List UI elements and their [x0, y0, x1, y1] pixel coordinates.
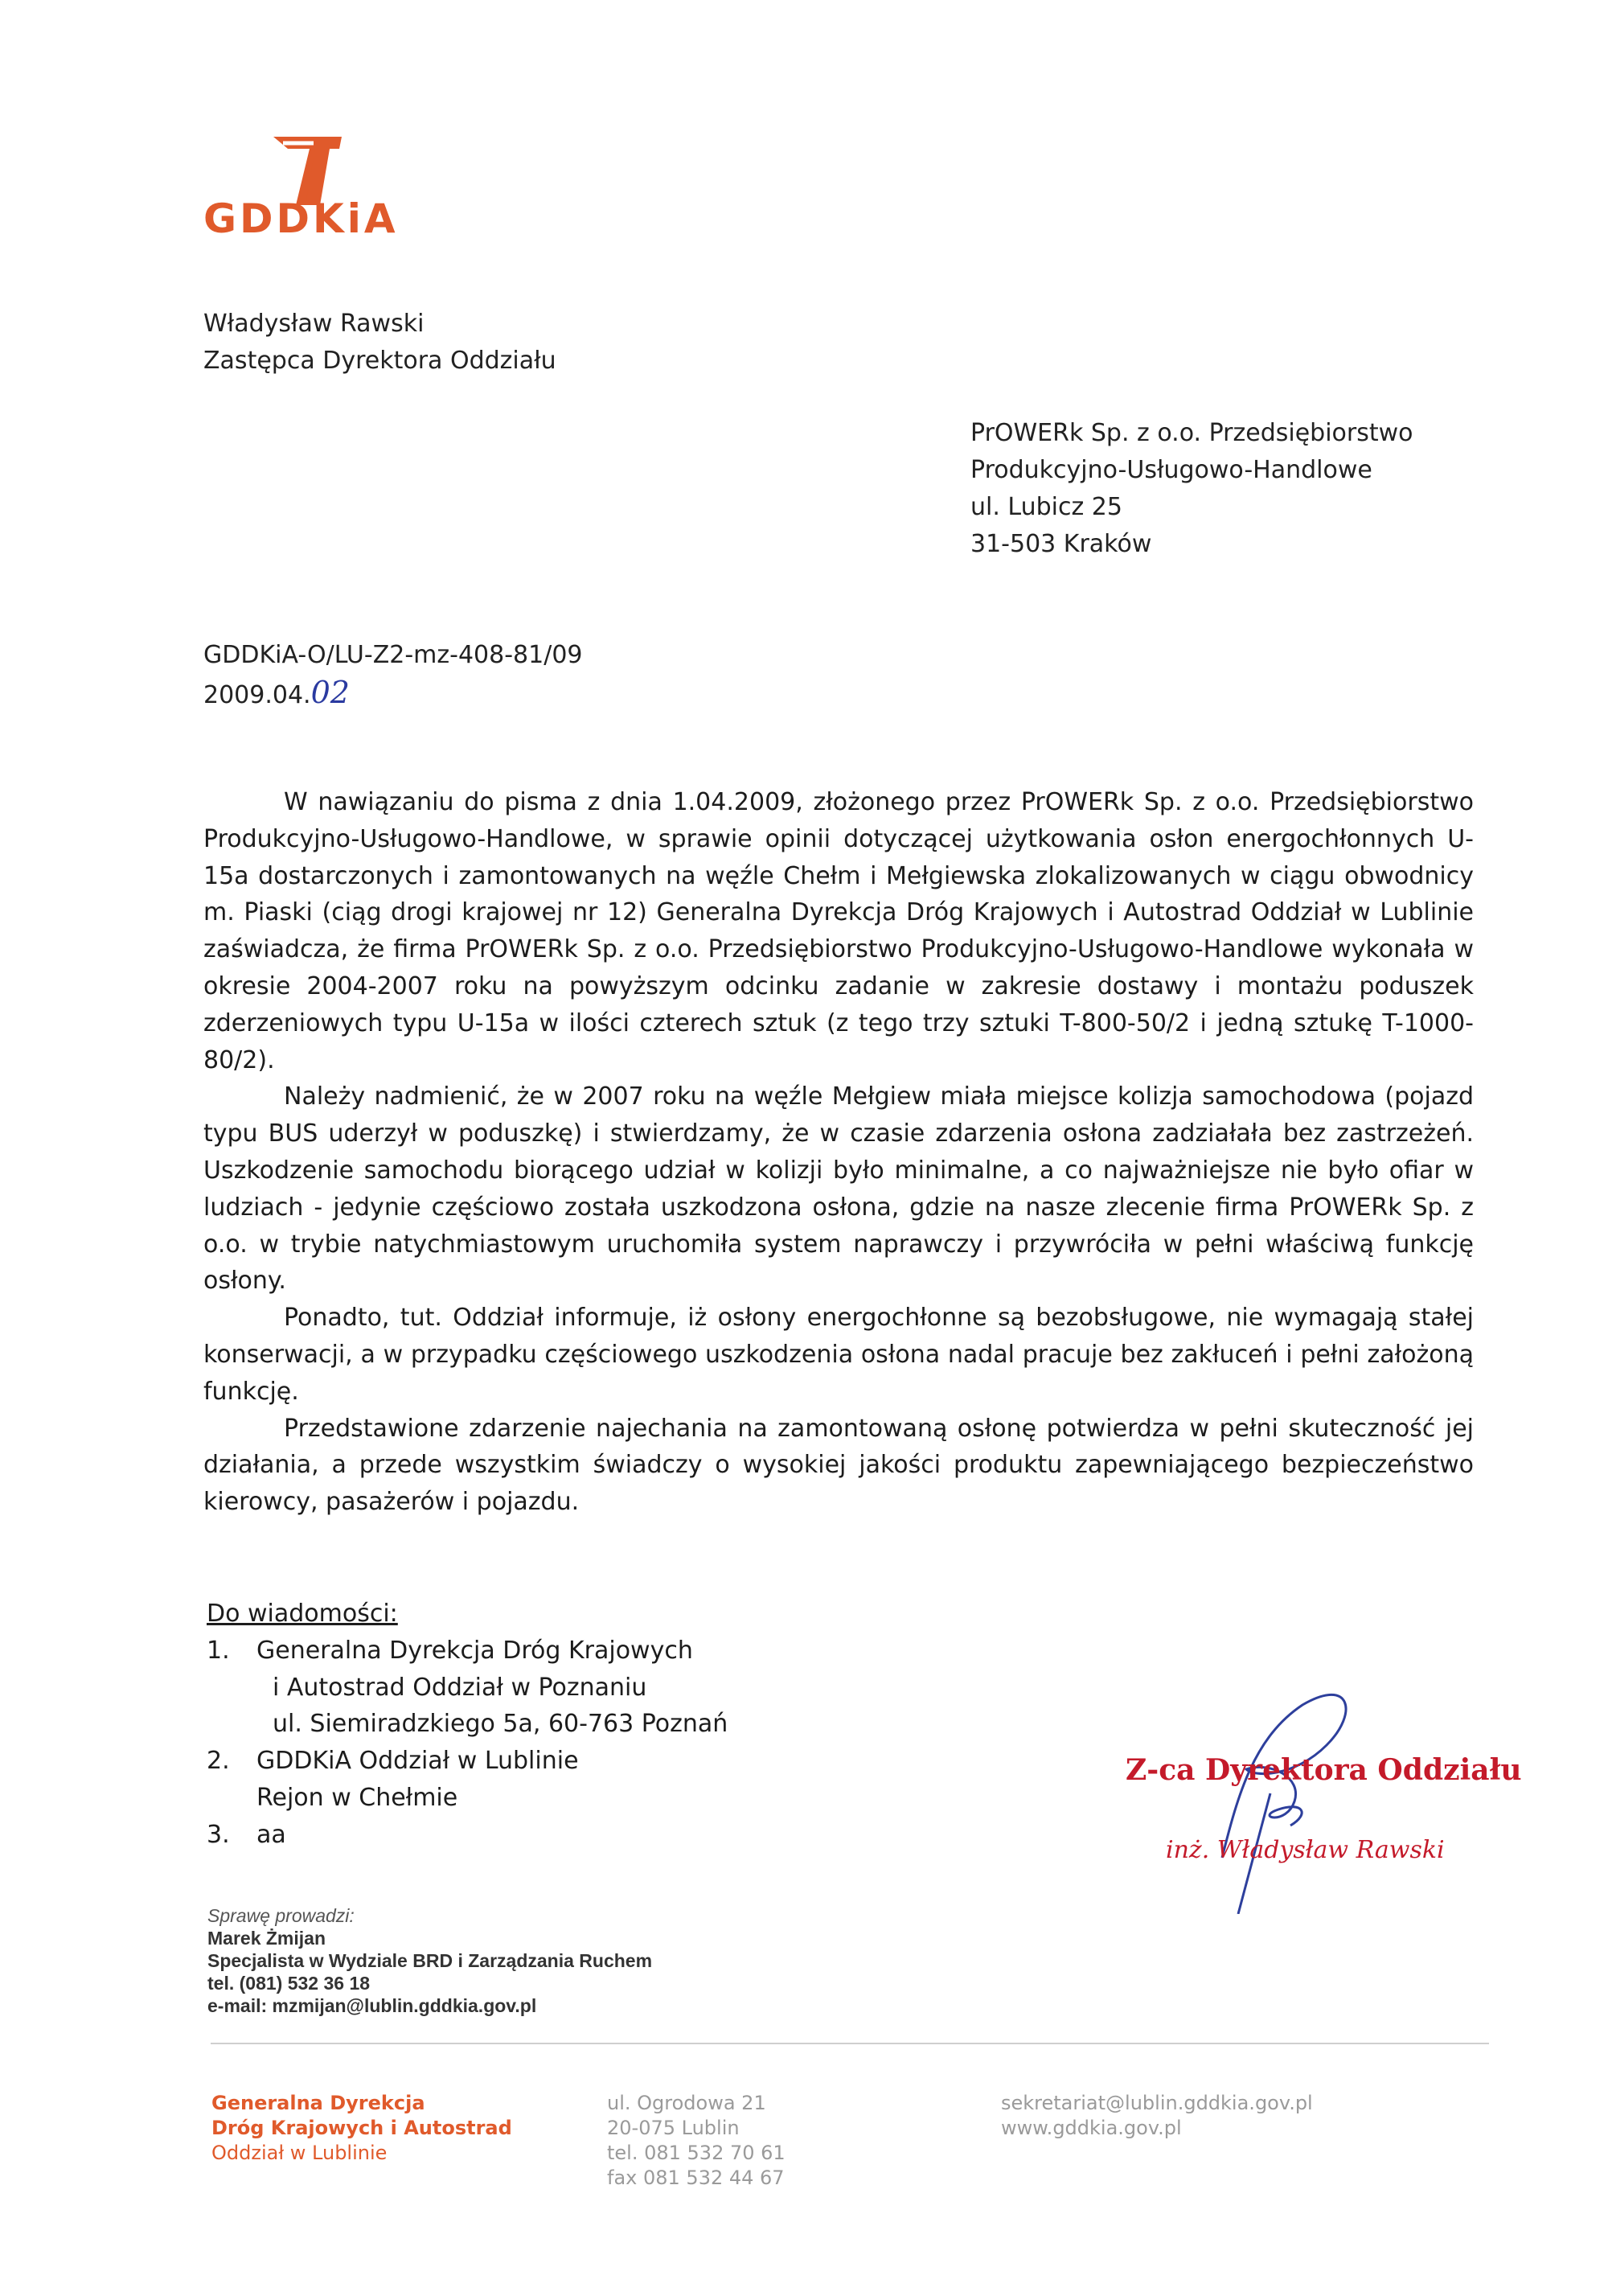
footer-address	[607, 2091, 786, 2191]
cc-item	[207, 1633, 728, 1743]
footer-divider	[211, 2043, 1489, 2044]
cc-title: Do wiadomości:	[207, 1600, 398, 1628]
cc-item-line: Rejon w Chełmie	[256, 1783, 458, 1812]
footer-contact	[1001, 2091, 1313, 2141]
case-handler-position: Specjalista w Wydziale BRD i Zarządzania Ruchem	[207, 1950, 653, 1971]
case-handler-phone: tel. (081) 532 36 18	[207, 1973, 371, 1994]
footer-address-line: 20-075 Lublin	[607, 2117, 740, 2139]
reference-number: GDDKiA-O/LU-Z2-mz-408-81/09	[203, 641, 583, 669]
cc-item-number: 1.	[207, 1636, 230, 1665]
cc-item-text	[256, 1743, 579, 1817]
sender-name: Władysław Rawski	[203, 310, 425, 338]
cc-item	[207, 1743, 728, 1817]
stamp-title: Z-ca Dyrektora Oddziału	[1126, 1753, 1522, 1787]
recipient-line: PrOWERk Sp. z o.o. Przedsiębiorstwo	[970, 419, 1413, 447]
recipient-line: 31-503 Kraków	[970, 530, 1152, 558]
body-paragraph: Ponadto, tut. Oddział informuje, iż osłony energochłonne są bezobsługowe, nie wymagają stałej konserwacji, a w przypadku częściowego uszkodzenia osłona nadal pracuje bez zakłuceń i pełni założoną funkcję.	[203, 1304, 1474, 1406]
logo-text: GDDKiA	[203, 195, 399, 242]
reference-date	[203, 674, 583, 714]
stamp-name: inż. Władysław Rawski	[1166, 1836, 1445, 1864]
cc-item-line: ul. Siemiradzkiego 5a, 60-763 Poznań	[273, 1710, 728, 1739]
recipient-line: ul. Lubicz 25	[970, 493, 1122, 521]
body-paragraph: W nawiązaniu do pisma z dnia 1.04.2009, złożonego przez PrOWERk Sp. z o.o. Przedsiębiorstwo Produkcyjno-Usługowo-Handlowe, w sprawie opinii dotyczącej użytkowania osłon energochłonnych U-15a dostarczonych i zamontowanych na węźle Chełm i Mełgiewska zlokalizowanych w ciągu obwodnicy m. Piaski (ciąg drogi krajowej nr 12) Generalna Dyrekcja Dróg Krajowych i Autostrad Oddział w Lublinie zaświadcza, że firma PrOWERk Sp. z o.o. Przedsiębiorstwo Produkcyjno-Usługowo-Handlowe wykonała w okresie 2004-2007 roku na powyższym odcinku zadanie w zakresie dostawy i montażu poduszek zderzeniowych typu U-15a w ilości czterech sztuk (z tego trzy sztuki T-800-50/2 i jedną sztukę T-1000-80/2).	[203, 788, 1474, 1074]
case-handler-label: Sprawę prowadzi:	[207, 1905, 355, 1926]
case-handler-block	[207, 1904, 652, 2017]
cc-item-line: Generalna Dyrekcja Dróg Krajowych	[256, 1636, 693, 1665]
body-paragraph: Należy nadmienić, że w 2007 roku na węźle Mełgiew miała miejsce kolizja samochodowa (pojazd typu BUS uderzył w poduszkę) i stwierdzamy, że w czasie zdarzenia osłona zadziałała bez zastrzeżeń. Uszkodzenie samochodu biorącego udział w kolizji było minimalne, a co najważniejsze nie było ofiar w ludziach - jedynie częściowo została uszkodzona osłona, gdzie na nasze zlecenie firma PrOWERk Sp. z o.o. w trybie natychmiastowym uruchomiła system naprawczy i przywróciła w pełni właściwą funkcję osłony.	[203, 1082, 1474, 1296]
cc-item-number: 2.	[207, 1747, 230, 1776]
cc-item-line: aa	[256, 1820, 286, 1849]
footer-address-line: ul. Ogrodowa 21	[607, 2092, 766, 2114]
sender-title: Zastępca Dyrektora Oddziału	[203, 347, 556, 375]
cc-item-text	[256, 1817, 286, 1854]
sender-block	[203, 306, 556, 380]
handwritten-day: 02	[310, 675, 350, 710]
footer-email: sekretariat@lublin.gddkia.gov.pl	[1001, 2092, 1313, 2114]
cc-item-text	[256, 1633, 728, 1743]
footer-org-line: Oddział w Lublinie	[211, 2142, 388, 2164]
recipient-line: Produkcyjno-Usługowo-Handlowe	[970, 456, 1372, 484]
cc-item-number: 3.	[207, 1820, 230, 1849]
footer-org-line: Dróg Krajowych i Autostrad	[211, 2117, 512, 2139]
footer-fax: fax 081 532 44 67	[607, 2167, 785, 2189]
letter-body	[203, 784, 1474, 1521]
cc-list	[207, 1633, 728, 1854]
footer-org-line: Generalna Dyrekcja	[211, 2092, 425, 2114]
case-handler-email: e-mail: mzmijan@lublin.gddkia.gov.pl	[207, 1995, 537, 2016]
cc-item-line: GDDKiA Oddział w Lublinie	[256, 1747, 579, 1776]
cc-block	[207, 1596, 728, 1854]
body-paragraph: Przedstawione zdarzenie najechania na zamontowaną osłonę potwierdza w pełni skuteczność jej działania, a przede wszystkim świadczy o wysokiej jakości produktu zapewniającego bezpieczeństwo kierowcy, pasażerów i pojazdu.	[203, 1414, 1474, 1517]
footer-website: www.gddkia.gov.pl	[1001, 2117, 1182, 2139]
reference-block	[203, 637, 583, 714]
footer-phone: tel. 081 532 70 61	[607, 2142, 786, 2164]
cc-item	[207, 1817, 728, 1854]
recipient-block	[970, 415, 1413, 563]
date-prefix: 2009.04.	[203, 681, 311, 709]
signature-icon	[1118, 1673, 1455, 1914]
cc-item-line: i Autostrad Oddział w Poznaniu	[273, 1673, 647, 1702]
footer-organization	[211, 2091, 512, 2166]
case-handler-name: Marek Żmijan	[207, 1928, 326, 1949]
